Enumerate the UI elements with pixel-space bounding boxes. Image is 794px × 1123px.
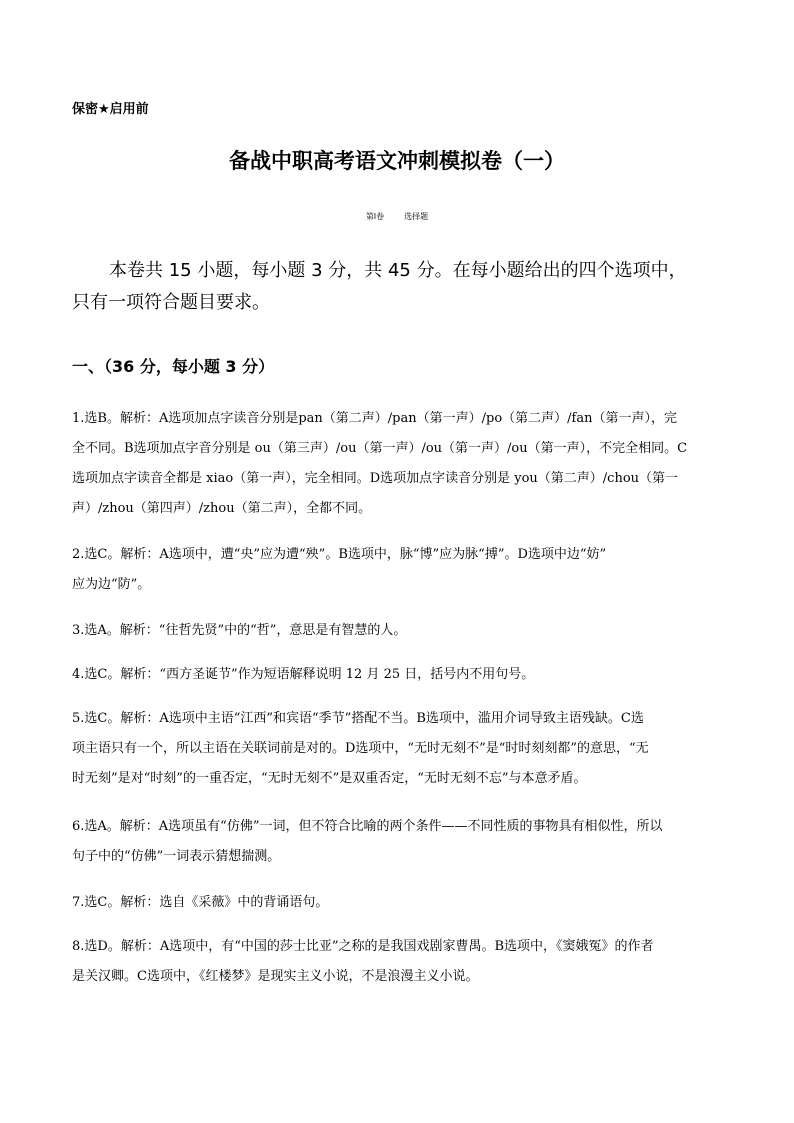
answer-line: 应为边“防”。 xyxy=(72,577,151,592)
answer-line: 7.选C。解析：选自《采薇》中的背诵语句。 xyxy=(72,895,329,910)
answer-line: 全不同。B选项加点字音分别是 ou（第三声）/ou（第一声）/ou（第一声）/ou（第一声），不完全相同。C xyxy=(72,441,688,456)
answer-item xyxy=(72,404,732,524)
confidential-mark: 保密★启用前 xyxy=(72,102,149,117)
answer-line: 3.选A。解析：“往哲先贤”中的“哲”，意思是有智慧的人。 xyxy=(72,623,407,638)
answer-line: 选项加点字读音全都是 xiao（第一声），完全相同。D选项加点字读音分别是 you（第二声）/chou（第一 xyxy=(72,471,679,486)
answer-item xyxy=(72,616,732,646)
answer-line: 句子中的“仿佛”一词表示猜想揣测。 xyxy=(72,849,281,864)
page-title: 备战中职高考语文冲刺模拟卷（一） xyxy=(229,149,565,173)
answer-item xyxy=(72,888,732,918)
answer-line: 项主语只有一个，所以主语在关联词前是对的。D选项中，“无时无刻不”是“时时刻刻都”的意思，“无 xyxy=(72,741,649,756)
answer-line: 1.选B。解析：A选项加点字读音分别是pan（第二声）/pan（第一声）/po（第二声）/fan（第一声），完 xyxy=(72,411,677,426)
section-subtitle xyxy=(0,205,794,229)
answer-item xyxy=(72,704,732,794)
answer-item xyxy=(72,812,732,872)
answer-line: 4.选C。解析：“西方圣诞节”作为短语解释说明 12 月 25 日，括号内不用句号。 xyxy=(72,667,535,682)
answer-line: 2.选C。解析：A选项中，遭“央”应为遭“殃”。B选项中，脉“博”应为脉“搏”。D选项中边“妨” xyxy=(72,547,607,562)
volume-label: 第Ⅰ卷 xyxy=(365,212,385,221)
section-heading: 一、（36 分，每小题 3 分） xyxy=(72,357,275,376)
answer-line: 5.选C。解析：A选项中主语“江西”和宾语“季节”搭配不当。B选项中，滥用介词导致主语残缺。C选 xyxy=(72,711,644,726)
answer-item xyxy=(72,932,732,992)
answer-line: 8.选D。解析：A选项中，有“中国的莎士比亚”之称的是我国戏剧家曹禺。B选项中，《窦娥冤》的作者 xyxy=(72,939,654,954)
answer-item xyxy=(72,540,732,600)
answer-line: 时无刻”是对“时刻”的一重否定，“无时无刻不”是双重否定，“无时无刻不忘”与本意矛盾。 xyxy=(72,771,587,786)
answer-line: 声）/zhou（第四声）/zhou（第二声），全都不同。 xyxy=(72,501,372,516)
answer-item xyxy=(72,660,732,690)
answer-line: 是关汉卿。C选项中，《红楼梦》是现实主义小说，不是浪漫主义小说。 xyxy=(72,969,479,984)
question-type-label: 选择题 xyxy=(404,212,429,221)
answer-line: 6.选A。解析：A选项虽有“仿佛”一词，但不符合比喻的两个条件——不同性质的事物具有相似性，所以 xyxy=(72,819,663,834)
instructions xyxy=(72,255,732,319)
instructions-line-1: 本卷共 15 小题，每小题 3 分，共 45 分。在每小题给出的四个选项中， xyxy=(109,260,687,281)
instructions-line-2: 只有一项符合题目要求。 xyxy=(72,292,270,313)
